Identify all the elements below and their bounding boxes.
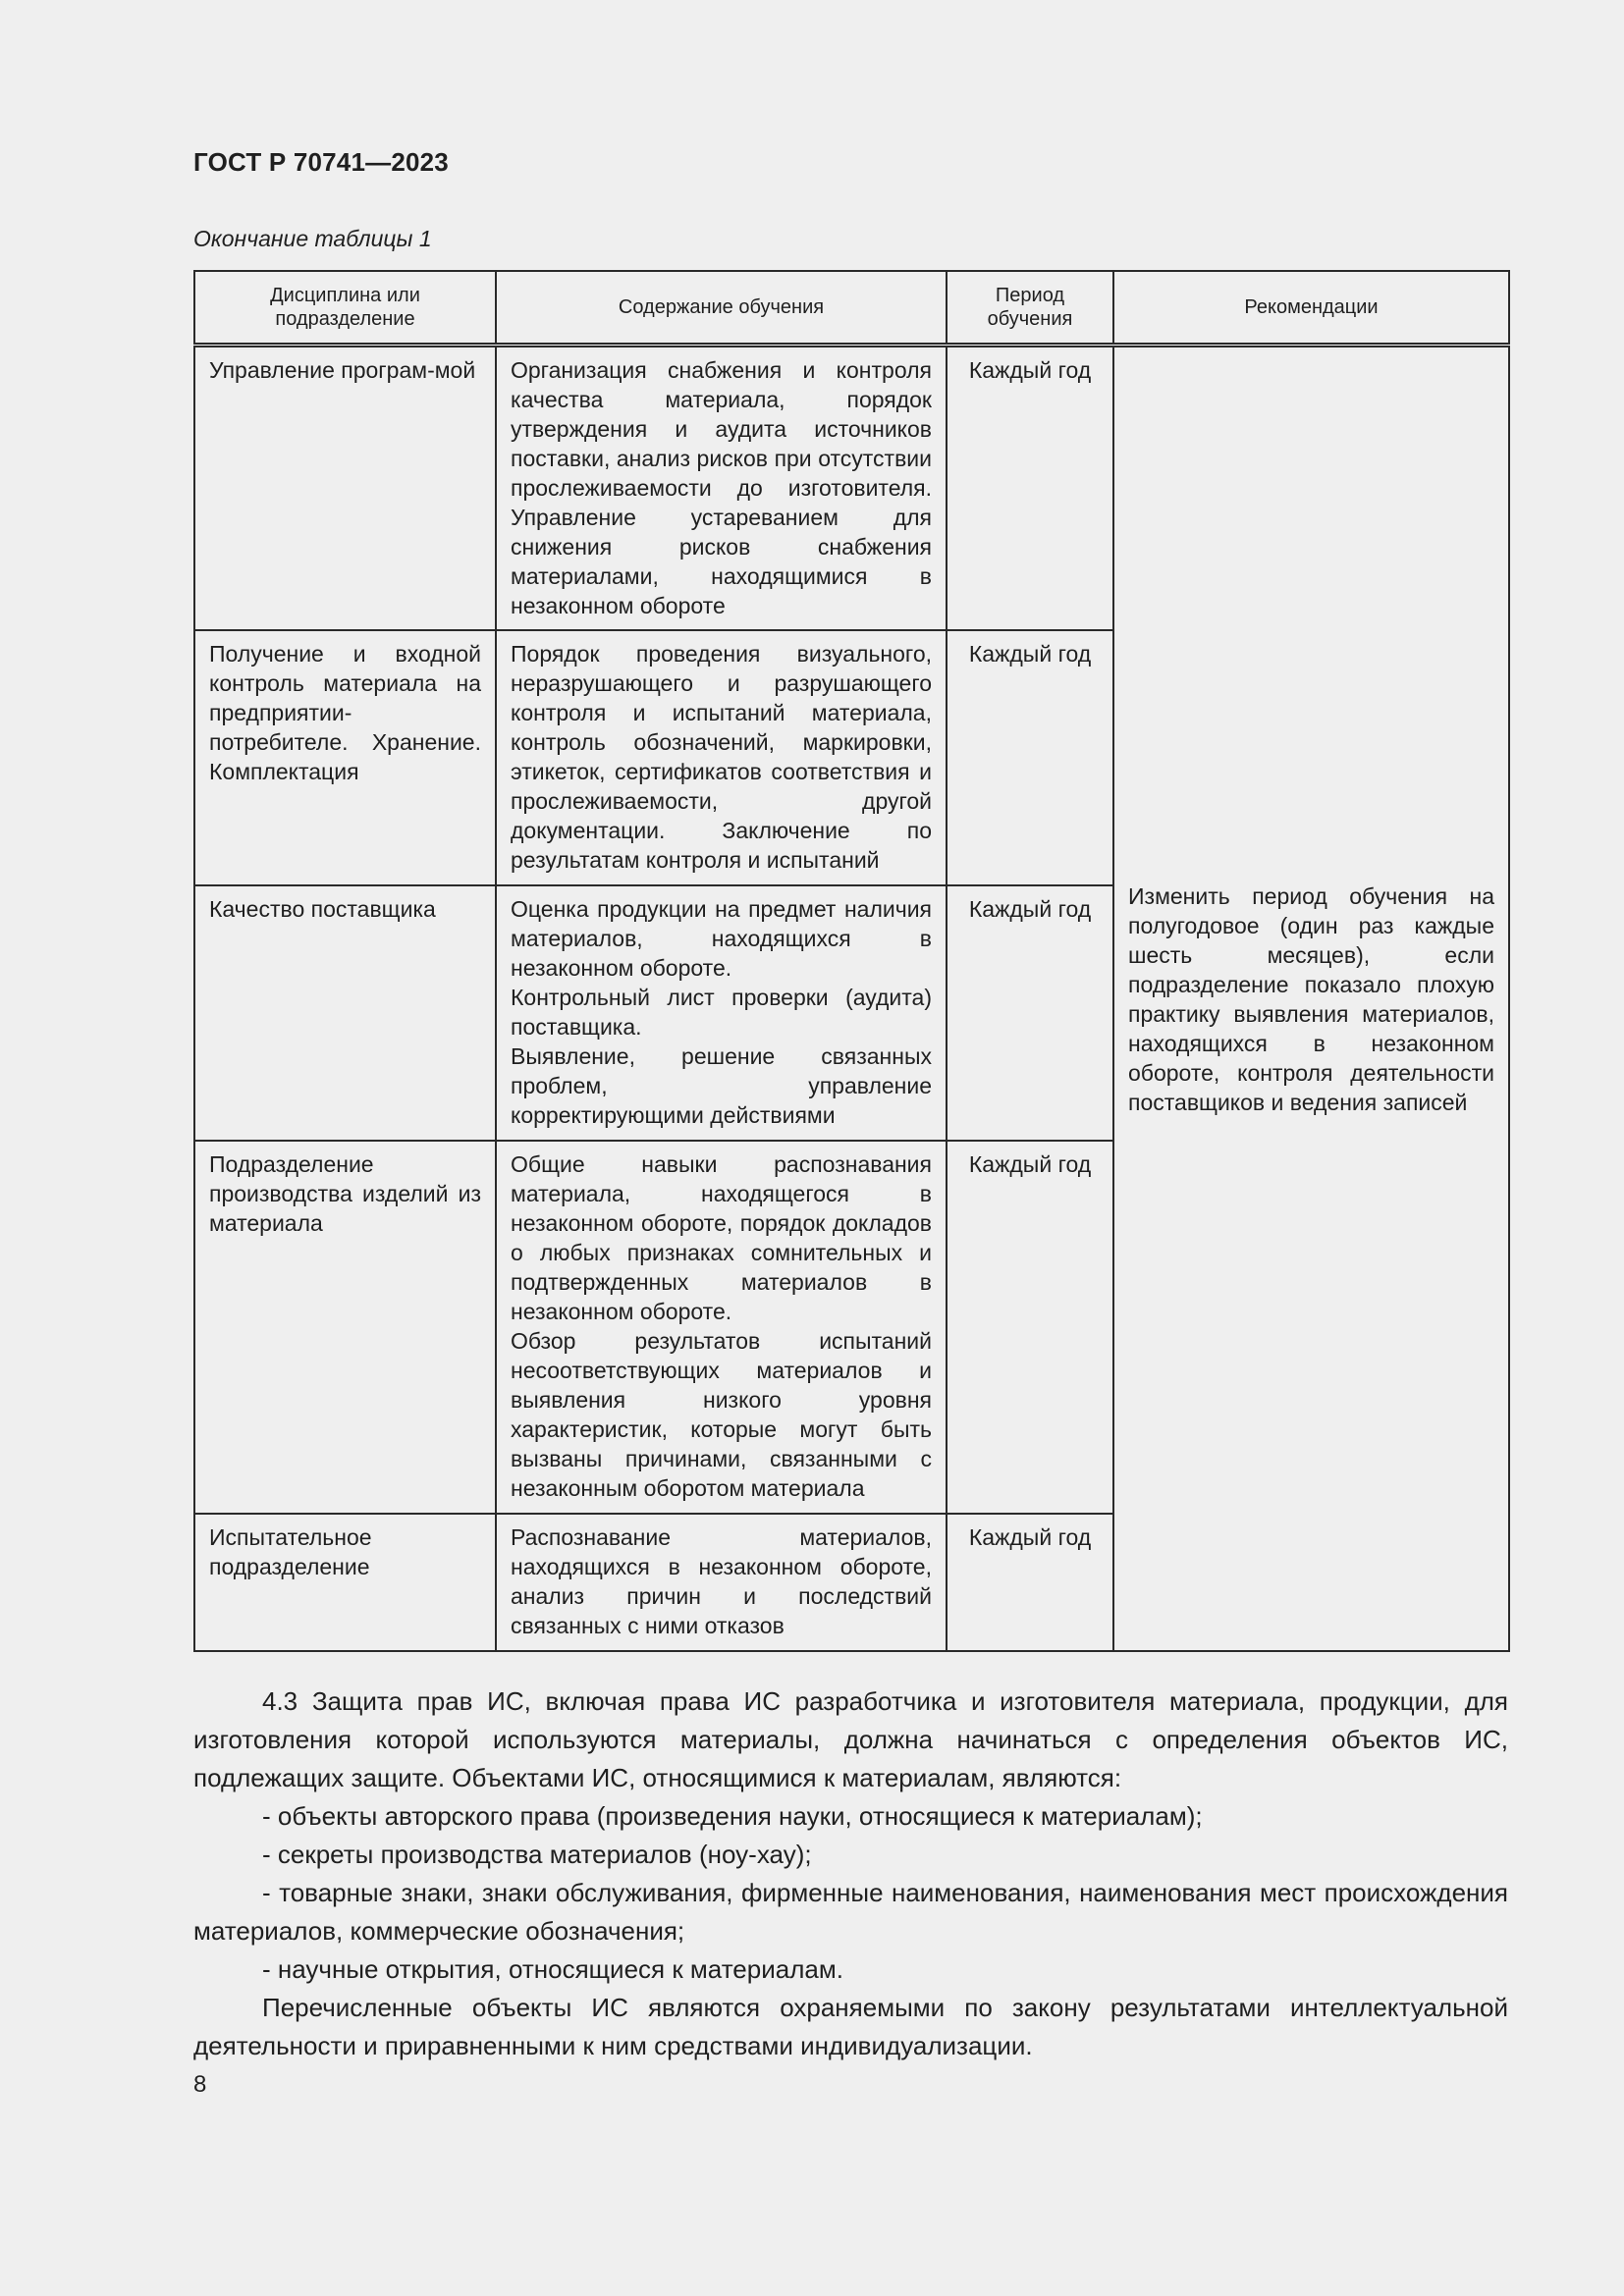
content-cell xyxy=(496,1514,947,1651)
content-text: Выявление, решение связанных проблем, управление корректирующими действиями xyxy=(511,1042,932,1128)
content-cell xyxy=(496,630,947,885)
period-cell: Каждый год xyxy=(947,1514,1113,1651)
period-cell: Каждый год xyxy=(947,346,1113,630)
content-cell xyxy=(496,1141,947,1514)
list-item: - товарные знаки, знаки обслуживания, фирменные наименования, наименования мест происхождения материалов, коммерческие обозначения; xyxy=(193,1878,1508,1946)
content-cell xyxy=(496,346,947,630)
table-header-row xyxy=(194,271,1509,346)
body-text xyxy=(193,1682,1508,2065)
content-text: Порядок проведения визуального, неразрушающего и разрушающего контроля и испытаний материала, контроль обозначений, маркировки, этикеток, сертификатов соответствия и прослеживаемости, другой документации. Заключение по результатам контроля и испытаний xyxy=(511,640,932,873)
content-text: Распознавание материалов, находящихся в незаконном обороте, анализ причин и последствий связанных с ними отказов xyxy=(511,1523,932,1638)
discipline-cell: Испытательное подразделение xyxy=(194,1514,496,1651)
recommendation-cell: Изменить период обучения на полугодовое (один раз каждые шесть месяцев), если подразделение показало плохую практику выявления материалов, находящихся в незаконном обороте, контроля деятельности поставщиков и ведения записей xyxy=(1113,346,1509,1651)
period-cell: Каждый год xyxy=(947,630,1113,885)
training-table xyxy=(193,270,1510,1652)
paragraph-final: Перечисленные объекты ИС являются охраняемыми по закону результатами интеллектуальной деятельности и приравненными к ним средствами индивидуализации. xyxy=(193,1993,1508,2060)
content-text: Общие навыки распознавания материала, находящегося в незаконном обороте, порядок докладов о любых признаках сомнительных и подтвержденных материалов в незаконном обороте. xyxy=(511,1150,932,1324)
paragraph-4-3: 4.3 Защита прав ИС, включая права ИС разработчика и изготовителя материала, продукции, для изготовления которой используются материалы, должна начинаться с определения объектов ИС, подлежащих защите. Объектами ИС, относящимися к материалам, являются: xyxy=(193,1686,1508,1792)
column-header-content: Содержание обучения xyxy=(496,271,947,346)
table-caption: Окончание таблицы 1 xyxy=(193,226,432,251)
column-header-discipline: Дисциплина или подразделение xyxy=(194,271,496,346)
content-text: Обзор результатов испытаний несоответствующих материалов и выявления низкого уровня характеристик, которые могут быть вызваны причинами, связанными с незаконным оборотом материала xyxy=(511,1327,932,1501)
document-code: ГОСТ Р 70741—2023 xyxy=(193,147,449,177)
column-header-recommendations: Рекомендации xyxy=(1113,271,1509,346)
content-text: Организация снабжения и контроля качества материала, порядок утверждения и аудита источников поставки, анализ рисков при отсутствии прослеживаемости до изготовителя. Управление устареванием для снижения рисков снабжения материалами, находящимися в незаконном обороте xyxy=(511,357,932,618)
content-text: Оценка продукции на предмет наличия материалов, находящихся в незаконном обороте. xyxy=(511,895,932,981)
content-text: Контрольный лист проверки (аудита) поставщика. xyxy=(511,984,932,1040)
table-row xyxy=(194,346,1509,630)
page-number: 8 xyxy=(193,2071,207,2098)
period-cell: Каждый год xyxy=(947,885,1113,1141)
discipline-cell: Подразделение производства изделий из материала xyxy=(194,1141,496,1514)
discipline-cell: Получение и входной контроль материала на предприятии-потребителе. Хранение. Комплектация xyxy=(194,630,496,885)
list-item: - научные открытия, относящиеся к материалам. xyxy=(262,1954,843,1984)
period-cell: Каждый год xyxy=(947,1141,1113,1514)
content-cell xyxy=(496,885,947,1141)
discipline-cell: Управление програм-мой xyxy=(194,346,496,630)
list-item: - объекты авторского права (произведения науки, относящиеся к материалам); xyxy=(262,1801,1203,1831)
discipline-cell: Качество поставщика xyxy=(194,885,496,1141)
list-item: - секреты производства материалов (ноу-хау); xyxy=(262,1840,812,1869)
column-header-period: Период обучения xyxy=(947,271,1113,346)
